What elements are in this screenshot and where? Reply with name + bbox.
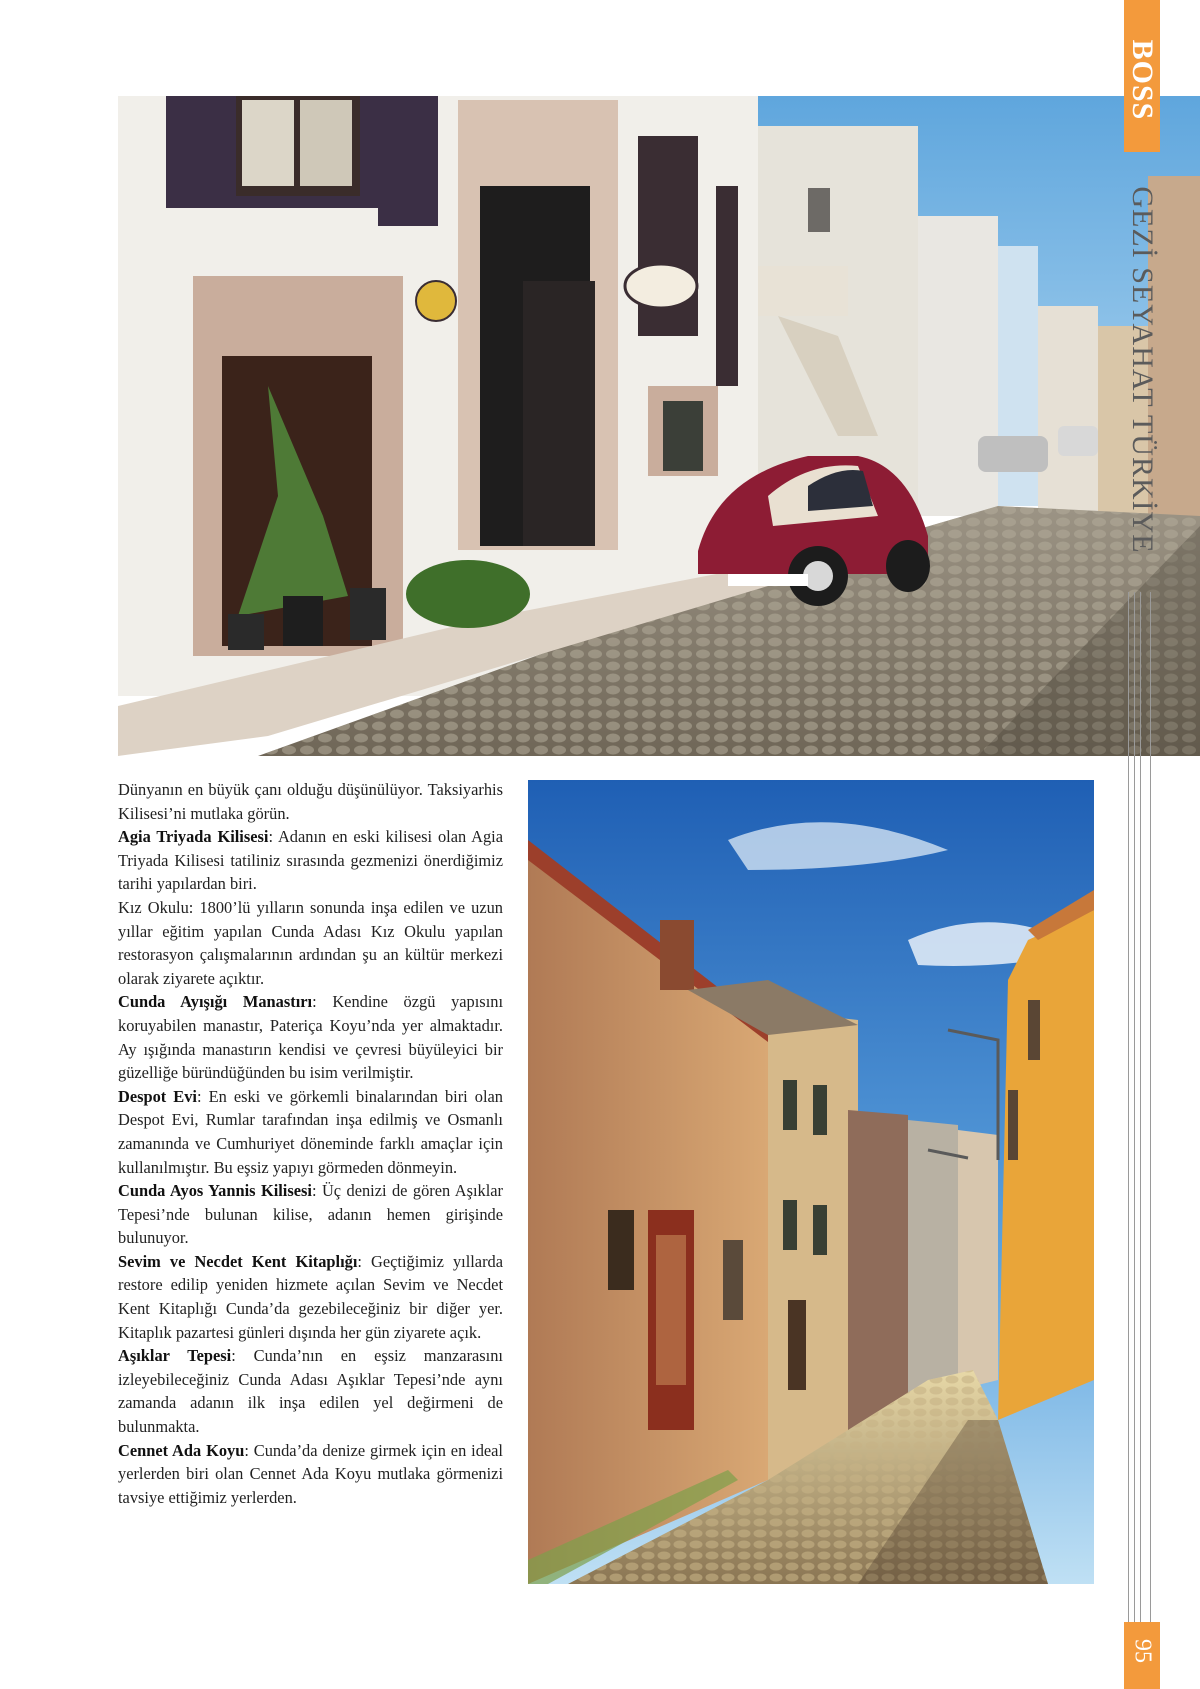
paragraph-kent-kitapligi: Sevim ve Necdet Kent Kitaplığı: Geçtiğimiz yıllarda restore edilip yeniden hizmete açılan Sevim ve Necdet Kent Kitaplığı Cunda’da gezebileceğiniz bir diğer yer. Kitaplık pazartesi günleri dışında her gün ziyarete açık. bbox=[118, 1251, 504, 1342]
heading-despot-evi: Despot Evi bbox=[118, 1086, 197, 1106]
paragraph-agia-triyada: Agia Triyada Kilisesi: Adanın en eski kilisesi olan Agia Triyada Kilisesi tatiliniz sırasında gezmenizi önerdiğimiz tarihi yapılardan biri. bbox=[118, 827, 503, 894]
heading-agia-triyada: Agia Triyada Kilisesi bbox=[118, 827, 269, 847]
heading-cennet-ada-koyu: Cennet Ada Koyu bbox=[118, 1440, 245, 1460]
heading-ayos-yannis: Cunda Ayos Yannis Kilisesi bbox=[118, 1181, 312, 1201]
paragraph-cennet-ada-koyu: Cennet Ada Koyu: Cunda’da denize girmek için en ideal yerlerden biri olan Cennet Ada Koyu mutlaka görmenizi tavsiye ettiğimiz yerlerden. bbox=[118, 1440, 503, 1507]
article-body bbox=[118, 778, 503, 1509]
paragraph-ayos-yannis: Cunda Ayos Yannis Kilisesi: Üç denizi de gören Aşıklar Tepesi’nde bulunan kilise, adanın hemen girişinde bulunuyor. bbox=[118, 1181, 503, 1248]
paragraph-asiklar-tepesi: Aşıklar Tepesi: Cunda’nın en eşsiz manzarasını izleyebileceğiniz Cunda Adası Aşıklar Tepesi’nde aynı zamanda adanın ilk inşa edilen yel değirmeni de bulunmakta. bbox=[118, 1346, 503, 1437]
bottom-photo bbox=[528, 780, 1094, 1584]
section-title-wrap bbox=[1122, 160, 1162, 580]
brand-label-wrap bbox=[1124, 10, 1160, 150]
section-title: GEZİ SEYAHAT TÜRKİYE bbox=[1126, 186, 1159, 554]
margin-rule bbox=[1128, 592, 1129, 1622]
paragraph-taksiyarhis: Dünyanın en büyük çanı olduğu düşünülüyor. Taksiyarhis Kilisesi’ni mutlaka görün. bbox=[118, 780, 503, 823]
heading-kent-kitapligi: Sevim ve Necdet Kent Kitaplığı bbox=[118, 1251, 358, 1271]
margin-rule bbox=[1134, 592, 1135, 1622]
top-photo bbox=[118, 96, 1200, 756]
page-number-wrap bbox=[1124, 1626, 1160, 1676]
paragraph-kiz-okulu: Kız Okulu: 1800’lü yılların sonunda inşa edilen ve uzun yıllar eğitim yapılan Cunda Adası Kız Okulu yapılan restorasyon çalışmalarının ardından şu an kültür merkezi olarak ziyarete açıktır. bbox=[118, 897, 503, 988]
heading-asiklar-tepesi: Aşıklar Tepesi bbox=[118, 1346, 232, 1366]
margin-rule bbox=[1150, 592, 1151, 1622]
paragraph-ayisigi-manastiri: Cunda Ayışığı Manastırı: Kendine özgü yapısını koruyabilen manastır, Pateriça Koyu’nda yer almaktadır. Ay ışığında manastırın kendisi ve çevresi büyüleyici bir güzelliğe büründüğünden bu isim verilmiştir. bbox=[118, 992, 503, 1083]
page-number: 95 bbox=[1129, 1639, 1156, 1663]
brand-label: BOSS bbox=[1126, 39, 1159, 121]
margin-rule bbox=[1140, 592, 1141, 1622]
heading-ayisigi-manastiri: Cunda Ayışığı Manastırı bbox=[118, 992, 313, 1012]
paragraph-despot-evi: Despot Evi: En eski ve görkemli binalarından biri olan Despot Evi, Rumlar tarafından inşa edilmiş ve Osmanlı zamanında ve Cumhuriyet döneminde farklı amaçlar için kullanılmıştır. Bu eşsiz yapıyı görmeden dönmeyin. bbox=[118, 1086, 503, 1177]
